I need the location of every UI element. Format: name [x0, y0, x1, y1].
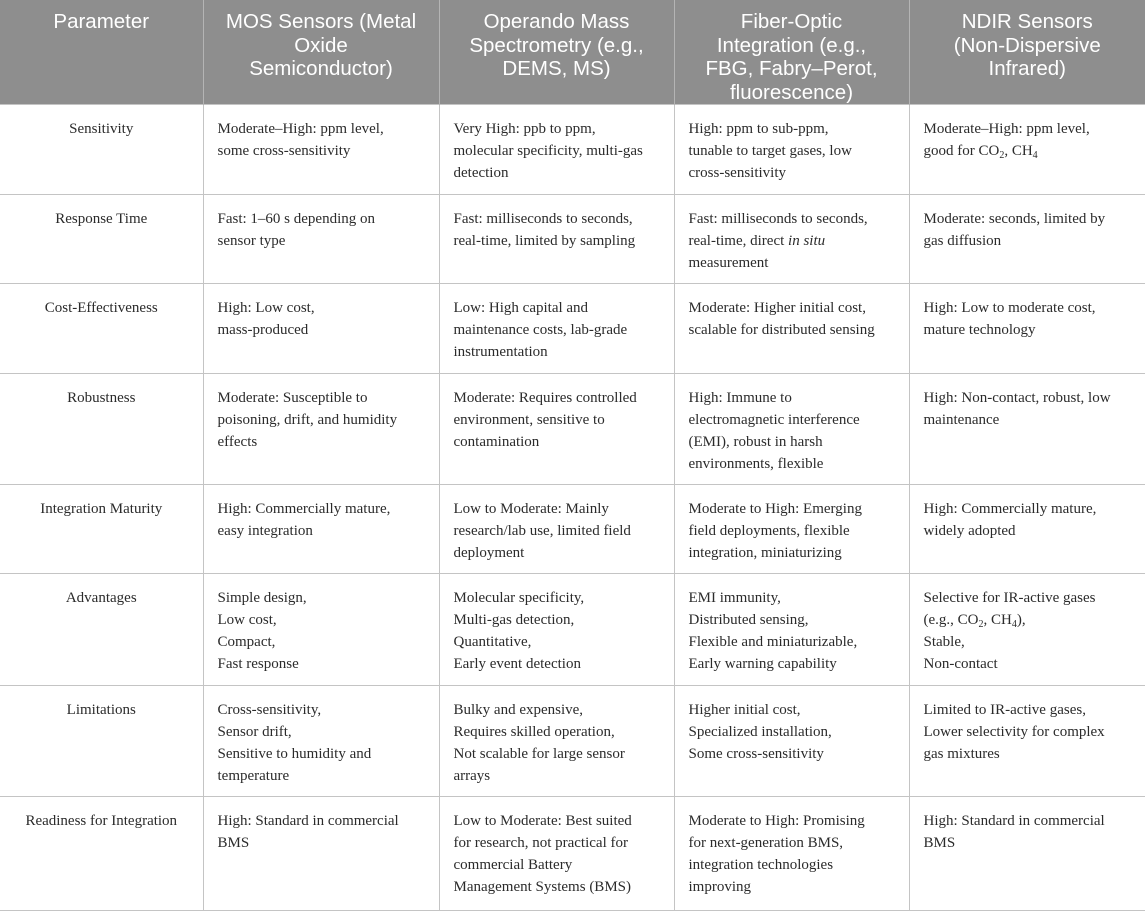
parameter-label: Readiness for Integration	[25, 813, 178, 829]
fiber-optic-cell	[674, 195, 909, 284]
header-line: MOS Sensors (Metal	[225, 10, 417, 33]
parameter-cell	[0, 284, 203, 374]
cell-line: arrays	[453, 768, 491, 784]
mos-cell	[203, 686, 439, 797]
cell-line: easy integration	[217, 523, 313, 539]
cell-line: Not scalable for large sensor	[453, 746, 625, 762]
header-line: Semiconductor)	[249, 57, 393, 80]
cell-line: Stable,	[923, 634, 965, 650]
parameter-cell	[0, 195, 203, 284]
cell-line: maintenance	[923, 412, 1000, 428]
cell-line: Selective for IR-active gases	[923, 590, 1096, 606]
cell-line: scalable for distributed sensing	[688, 322, 875, 338]
cell-line: Moderate: Requires controlled	[453, 390, 637, 406]
parameter-label: Robustness	[67, 390, 136, 406]
parameter-cell	[0, 485, 203, 574]
cell-line: research/lab use, limited field	[453, 523, 631, 539]
ndir-cell	[909, 485, 1145, 574]
cell-line: Low to Moderate: Mainly	[453, 501, 609, 517]
cell-line: Non-contact	[923, 656, 998, 672]
cell-line: Fast: 1–60 s depending on	[217, 211, 375, 227]
parameter-cell	[0, 105, 203, 195]
ndir-cell	[909, 284, 1145, 374]
parameter-cell	[0, 574, 203, 686]
cell-line: Compact,	[217, 634, 276, 650]
cell-line: for research, not practical for	[453, 835, 628, 851]
header-parameter	[0, 0, 203, 105]
table-row	[0, 574, 1145, 686]
cell-line: Lower selectivity for complex	[923, 724, 1105, 740]
cell-line: BMS	[923, 835, 956, 851]
table-body	[0, 105, 1145, 911]
cell-line: Specialized installation,	[688, 724, 832, 740]
cell-line: temperature	[217, 768, 290, 784]
header-line: NDIR Sensors	[961, 10, 1093, 33]
cell-line: EMI immunity,	[688, 590, 781, 606]
cell-line: cross-sensitivity	[688, 165, 786, 181]
cell-line	[689, 230, 897, 252]
header-mos-sensors	[203, 0, 439, 105]
cell-line: Moderate–High: ppm level,	[217, 121, 384, 137]
cell-line: Moderate: Susceptible to	[217, 390, 368, 406]
header-line: Oxide	[294, 33, 348, 57]
cell-line: Cross-sensitivity,	[217, 702, 322, 718]
cell-line	[924, 609, 1134, 631]
cell-line: Low cost,	[217, 612, 277, 628]
cell-line: Early event detection	[453, 656, 581, 672]
mass-spec-cell	[439, 374, 674, 485]
cell-line	[924, 140, 1134, 162]
subscript: 2	[978, 619, 984, 630]
parameter-cell	[0, 686, 203, 797]
cell-line: Fast response	[217, 656, 299, 672]
cell-line: High: Low to moderate cost,	[923, 300, 1096, 316]
parameter-cell	[0, 797, 203, 911]
cell-line: Sensitive to humidity and	[217, 746, 372, 762]
cell-line: Requires skilled operation,	[453, 724, 615, 740]
header-line: Parameter	[53, 10, 150, 33]
mass-spec-cell	[439, 797, 674, 911]
cell-line: High: Standard in commercial	[217, 813, 399, 829]
cell-line: High: Low cost,	[217, 300, 315, 316]
mos-cell	[203, 797, 439, 911]
text-segment: (e.g., CO	[923, 612, 979, 628]
cell-line: molecular specificity, multi-gas	[453, 143, 643, 159]
italic-text: in situ	[788, 233, 826, 249]
fiber-optic-cell	[674, 686, 909, 797]
cell-line: mature technology	[923, 322, 1036, 338]
text-segment: good for CO	[923, 143, 1000, 159]
cell-line: High: Commercially mature,	[217, 501, 391, 517]
header-line: FBG, Fabry–Perot,	[705, 57, 878, 80]
cell-line: Very High: ppb to ppm,	[453, 121, 596, 137]
mos-cell	[203, 195, 439, 284]
parameter-label: Cost-Effectiveness	[44, 300, 158, 316]
header-line: Operando Mass	[483, 10, 630, 33]
header-mass-spectrometry	[439, 0, 674, 105]
table-row	[0, 485, 1145, 574]
text-segment: , CH	[1004, 143, 1033, 159]
fiber-optic-cell	[674, 574, 909, 686]
cell-line: Some cross-sensitivity	[688, 746, 824, 762]
cell-line: High: Non-contact, robust, low	[923, 390, 1111, 406]
cell-line: Simple design,	[217, 590, 307, 606]
cell-line: sensor type	[217, 233, 286, 249]
parameter-label: Sensitivity	[69, 121, 134, 137]
header-line: fluorescence)	[729, 80, 854, 104]
cell-line: for next-generation BMS,	[688, 835, 844, 851]
ndir-cell	[909, 105, 1145, 195]
ndir-cell	[909, 574, 1145, 686]
cell-line: maintenance costs, lab-grade	[453, 322, 628, 338]
cell-line: some cross-sensitivity	[217, 143, 351, 159]
cell-line: real-time, limited by sampling	[453, 233, 636, 249]
cell-line: Moderate to High: Emerging	[688, 501, 862, 517]
header-line: (Non-Dispersive	[953, 33, 1101, 57]
mass-spec-cell	[439, 284, 674, 374]
header-line: Spectrometry (e.g.,	[469, 33, 644, 57]
fiber-optic-cell	[674, 374, 909, 485]
cell-line: commercial Battery	[453, 857, 573, 873]
cell-line: High: Immune to	[688, 390, 792, 406]
cell-line: Limited to IR-active gases,	[923, 702, 1086, 718]
cell-line: Moderate–High: ppm level,	[923, 121, 1090, 137]
cell-line: effects	[217, 434, 258, 450]
text-segment: , CH	[983, 612, 1012, 628]
ndir-cell	[909, 797, 1145, 911]
cell-line: environment, sensitive to	[453, 412, 605, 428]
table-header	[0, 0, 1145, 105]
cell-line: instrumentation	[453, 344, 548, 360]
mos-cell	[203, 284, 439, 374]
mos-cell	[203, 374, 439, 485]
cell-line: Flexible and miniaturizable,	[688, 634, 858, 650]
ndir-cell	[909, 195, 1145, 284]
cell-line: Molecular specificity,	[453, 590, 585, 606]
cell-line: tunable to target gases, low	[688, 143, 852, 159]
mos-cell	[203, 485, 439, 574]
cell-line: Low to Moderate: Best suited	[453, 813, 632, 829]
cell-line: Multi-gas detection,	[453, 612, 575, 628]
header-line: Integration (e.g.,	[716, 33, 867, 57]
cell-line: Quantitative,	[453, 634, 532, 650]
parameter-label: Advantages	[65, 590, 137, 606]
cell-line: contamination	[453, 434, 540, 450]
cell-line: gas mixtures	[923, 746, 1000, 762]
cell-line: Higher initial cost,	[688, 702, 801, 718]
header-line: Infrared)	[988, 57, 1066, 80]
header-row	[0, 0, 1145, 105]
cell-line: Management Systems (BMS)	[453, 879, 631, 895]
cell-line: BMS	[217, 835, 250, 851]
cell-line: Moderate to High: Promising	[688, 813, 865, 829]
parameter-cell	[0, 374, 203, 485]
cell-line: detection	[453, 165, 509, 181]
cell-line: High: Commercially mature,	[923, 501, 1097, 517]
parameter-label: Integration Maturity	[40, 501, 163, 517]
cell-line: poisoning, drift, and humidity	[217, 412, 398, 428]
cell-line: Bulky and expensive,	[453, 702, 584, 718]
mos-cell	[203, 105, 439, 195]
fiber-optic-cell	[674, 485, 909, 574]
cell-line: measurement	[688, 255, 769, 271]
mass-spec-cell	[439, 105, 674, 195]
cell-line: Fast: milliseconds to seconds,	[453, 211, 633, 227]
cell-line: integration, miniaturizing	[688, 545, 842, 561]
fiber-optic-cell	[674, 105, 909, 195]
ndir-cell	[909, 374, 1145, 485]
cell-line: deployment	[453, 545, 525, 561]
cell-line: widely adopted	[923, 523, 1016, 539]
cell-line: High: Standard in commercial	[923, 813, 1105, 829]
parameter-label: Limitations	[66, 702, 136, 718]
cell-line: field deployments, flexible	[688, 523, 850, 539]
table-row	[0, 284, 1145, 374]
cell-line: Low: High capital and	[453, 300, 589, 316]
ndir-cell	[909, 686, 1145, 797]
subscript: 4	[1032, 150, 1038, 161]
table-row	[0, 686, 1145, 797]
cell-line: gas diffusion	[923, 233, 1002, 249]
text-segment: ),	[1016, 612, 1026, 628]
header-line: Fiber-Optic	[740, 10, 843, 33]
cell-line: Distributed sensing,	[688, 612, 809, 628]
cell-line: Early warning capability	[688, 656, 837, 672]
cell-line: integration technologies	[688, 857, 834, 873]
cell-line: (EMI), robust in harsh	[688, 434, 823, 450]
cell-line: mass-produced	[217, 322, 309, 338]
subscript: 4	[1011, 619, 1017, 630]
table-row	[0, 797, 1145, 911]
table-row	[0, 195, 1145, 284]
cell-line: High: ppm to sub-ppm,	[688, 121, 829, 137]
mos-cell	[203, 574, 439, 686]
table-row	[0, 374, 1145, 485]
cell-line: Sensor drift,	[217, 724, 292, 740]
cell-line: environments, flexible	[688, 456, 824, 472]
mass-spec-cell	[439, 195, 674, 284]
fiber-optic-cell	[674, 284, 909, 374]
mass-spec-cell	[439, 485, 674, 574]
header-fiber-optic	[674, 0, 909, 105]
table-row	[0, 105, 1145, 195]
cell-line: improving	[688, 879, 751, 895]
cell-line: electromagnetic interference	[688, 412, 860, 428]
mass-spec-cell	[439, 686, 674, 797]
cell-line: Moderate: Higher initial cost,	[688, 300, 866, 316]
mass-spec-cell	[439, 574, 674, 686]
subscript: 2	[999, 150, 1005, 161]
parameter-label: Response Time	[55, 211, 148, 227]
text-segment: real-time, direct	[688, 233, 789, 249]
fiber-optic-cell	[674, 797, 909, 911]
header-line: DEMS, MS)	[502, 57, 611, 80]
header-ndir-sensors	[909, 0, 1145, 105]
cell-line: Moderate: seconds, limited by	[923, 211, 1106, 227]
cell-line: Fast: milliseconds to seconds,	[688, 211, 868, 227]
